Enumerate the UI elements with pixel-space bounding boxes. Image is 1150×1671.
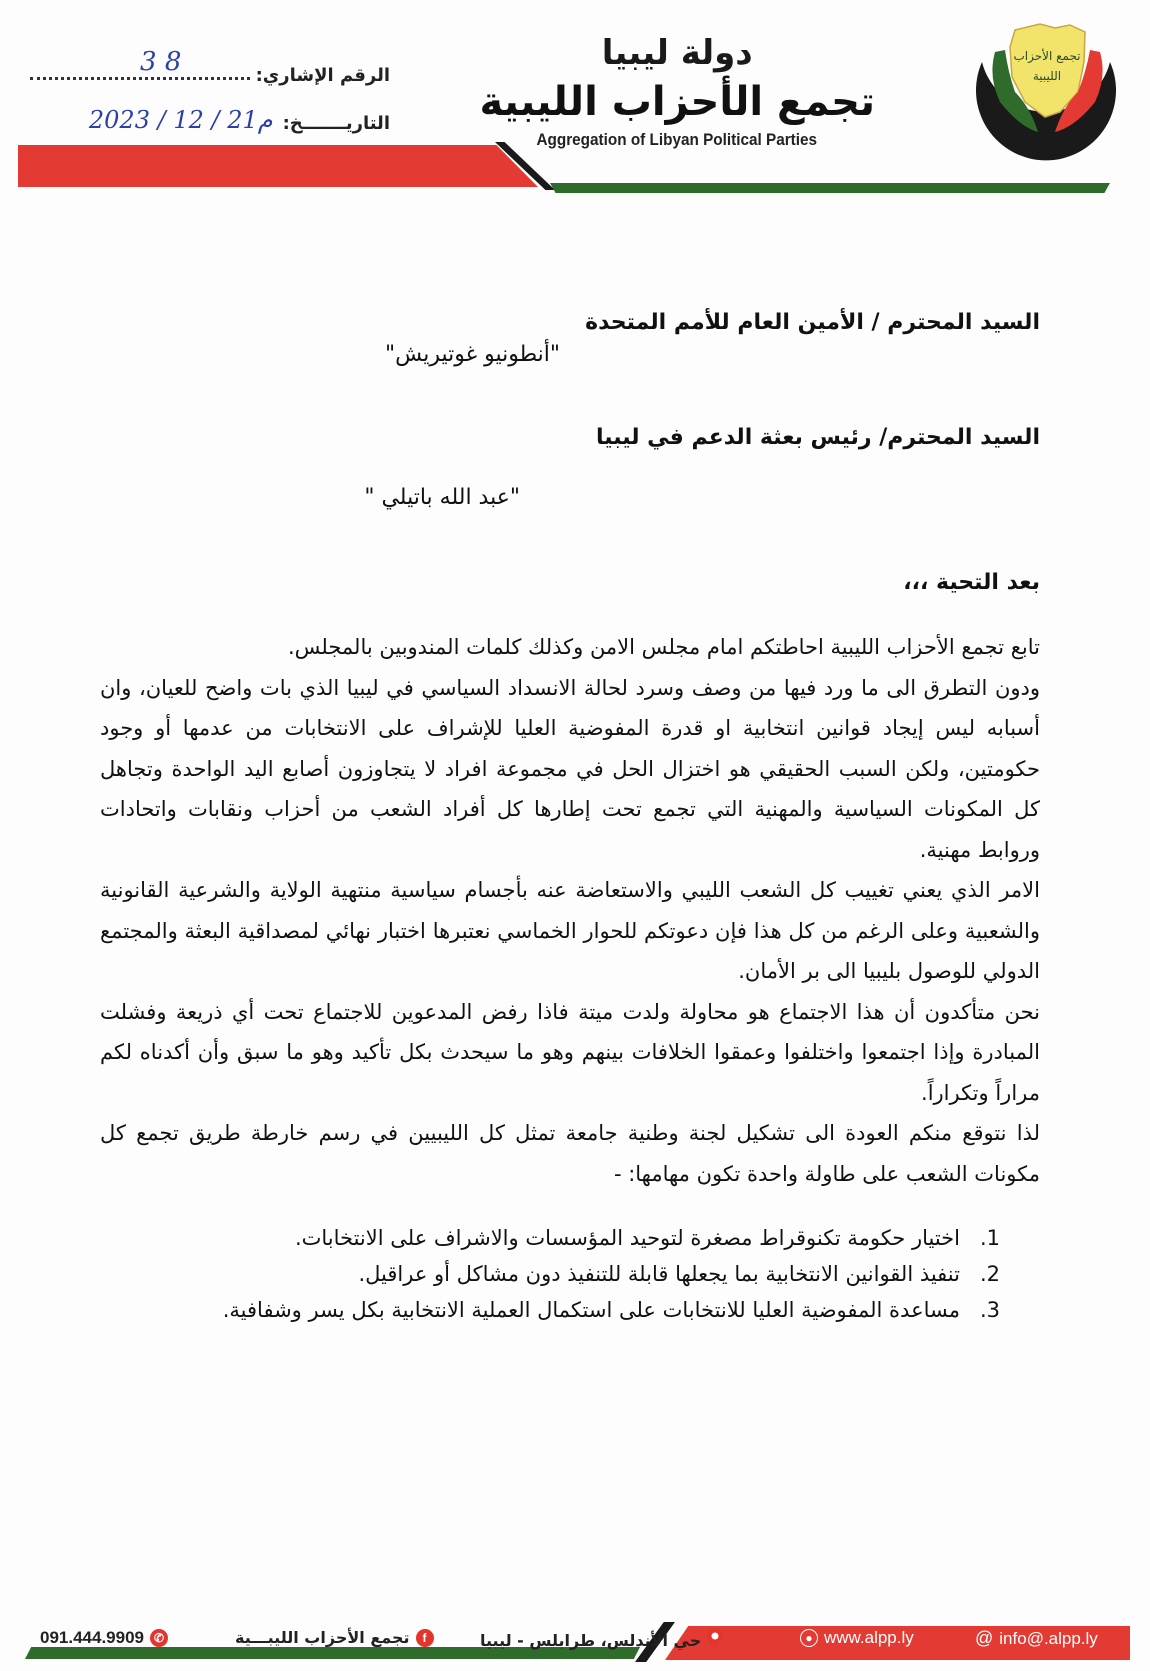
organization-logo [960, 22, 1130, 187]
email-address: info@.alpp.ly [999, 1628, 1098, 1648]
addressee-un-secretary-general: السيد المحترم / الأمين العام للأمم المتحدة [585, 310, 1040, 335]
footer-phone [40, 1628, 168, 1648]
task-item [140, 1292, 1000, 1328]
footer-facebook[interactable] [235, 1628, 434, 1647]
address-text: حي الأندلس، طرابلس - ليبيا [480, 1630, 702, 1650]
reference-number: 8 3 [140, 47, 182, 77]
website-url: www.alpp.ly [824, 1628, 914, 1647]
paragraph: تابع تجمع الأحزاب الليبية احاطتكم امام مجلس الامن وكذلك كلمات المندوبين بالمجلس. [287, 635, 1040, 659]
letterhead [0, 0, 1150, 200]
state-name: دولة ليبيا [601, 33, 753, 73]
date-label: التاريـــــــخ: [282, 113, 390, 134]
footer-address [480, 1628, 723, 1652]
addressee-unsmil-head: السيد المحترم/ رئيس بعثة الدعم في ليبيا [596, 425, 1040, 450]
addressee-2-name: "عبد الله باتيلي " [364, 485, 520, 510]
letter-footer [0, 1600, 1150, 1671]
task-list [140, 1220, 1000, 1328]
reference-row [30, 38, 390, 86]
task-text: مساعدة المفوضية العليا للانتخابات على استكمال العملية الانتخابية بكل يسر وشفافية. [222, 1298, 960, 1322]
task-text: اختيار حكومة تكنوقراط مصغرة لتوحيد المؤسسات والاشراف على الانتخابات. [294, 1226, 960, 1250]
globe-icon: ● [800, 1629, 818, 1647]
phone-number: 091.444.9909 [40, 1628, 144, 1647]
at-sign-icon: @ [975, 1628, 994, 1648]
header-green-band [550, 183, 1110, 193]
header-red-band [18, 145, 538, 187]
task-number: 2. [979, 1262, 1000, 1286]
svg-text:الليبية: الليبية [1032, 69, 1062, 83]
task-number: 3. [979, 1298, 1000, 1322]
task-item [140, 1220, 1000, 1256]
organization-name-arabic: تجمع الأحزاب الليبية [479, 79, 875, 125]
organization-name-english: Aggregation of Libyan Political Parties [536, 130, 818, 149]
logo-emblem-icon [960, 22, 1130, 187]
facebook-page-name: تجمع الأحزاب الليبـــية [235, 1628, 410, 1647]
reference-dotted-line [30, 47, 250, 80]
paragraph: نحن متأكدون أن هذا الاجتماع هو محاولة ولدت ميتة فاذا رفض المدعوين للاجتماع تحت أي ذريعة وفشلت المبادرة وإذا اجتمعوا واختلفوا وعمقوا الخلافات بينهم وهو ما سيحدث بكل تأكيد وهو ما سبق وأن أكدناه لكم مراراً وتكراراً. [100, 999, 1040, 1105]
paragraph: الامر الذي يعني تغييب كل الشعب الليبي والاستعاضة عنه بأجسام سياسية منتهية الولاية والشرعية القانونية والشعبية وعلى الرغم من كل هذا فإن دعوتكم للحوار الخماسي نعتبرها اختبار نهائي لمصداقية البعثة والمجتمع الدولي للوصول بليبيا الى بر الأمان. [100, 878, 1040, 983]
organization-title [479, 30, 875, 150]
date-value: 2023 / 12 / 21م [88, 106, 273, 134]
facebook-icon: f [416, 1629, 434, 1647]
paragraph: لذا نتوقع منكم العودة الى تشكيل لجنة وطنية جامعة تمثل كل الليبيين في رسم خارطة طريق تجمع كل مكونات الشعب على طاولة واحدة تكون مهامها: - [100, 1121, 1040, 1186]
location-pin-icon [707, 1628, 723, 1652]
phone-icon: ✆ [150, 1629, 168, 1647]
date-row [30, 86, 390, 134]
task-item [140, 1256, 1000, 1292]
reference-block [30, 38, 390, 134]
task-number: 1. [979, 1226, 1000, 1250]
reference-label: الرقم الإشاري: [255, 65, 390, 86]
svg-text:تجمع الأحزاب: تجمع الأحزاب [1013, 49, 1081, 63]
footer-website[interactable] [800, 1628, 914, 1648]
letter-paragraphs [100, 627, 1040, 1194]
footer-email[interactable] [975, 1628, 1098, 1649]
paragraph: ودون التطرق الى ما ورد فيها من وصف وسرد لحالة الانسداد السياسي في ليبيا الذي بات واضح للعيان، وان أسبابه ليس إيجاد قوانين انتخابية او قدرة المفوضية العليا للإشراف على الانتخابات من عدمها أو وجود حكومتين، ولكن السبب الحقيقي هو اختزال الحل في مجموعة افراد لا يتجاوزون أصابع اليد الواحدة وتجاهل كل المكونات السياسية والمهنية التي تجمع تحت إطارها كل أفراد الشعب من أحزاب ونقابات واتحادات وروابط مهنية. [100, 675, 1040, 862]
task-text: تنفيذ القوانين الانتخابية بما يجعلها قابلة للتنفيذ دون مشاكل أو عراقيل. [358, 1262, 960, 1286]
addressee-1-name: "أنطونيو غوتيريش" [385, 342, 560, 367]
greeting: بعد التحية ،،، [903, 570, 1040, 595]
